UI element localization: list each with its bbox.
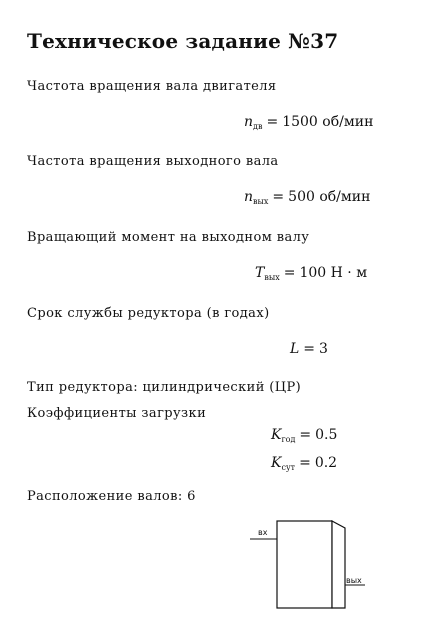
formula-subscript: дв (253, 122, 263, 131)
daily-load-coefficient-formula (271, 455, 337, 472)
input-shaft-label: вх (258, 528, 268, 537)
motor-shaft-speed-label: Частота вращения вала двигателя (27, 79, 277, 94)
shaft-layout-label: Расположение валов: 6 (27, 489, 196, 504)
output-shaft-label: вых (346, 576, 362, 585)
equals-sign: = (283, 265, 296, 281)
output-shaft-speed-formula (244, 189, 370, 206)
formula-value: 3 (319, 341, 328, 357)
annual-load-coefficient-formula (271, 427, 337, 444)
formula-variable: n (244, 114, 254, 130)
formula-subscript: вых (264, 273, 280, 282)
equals-sign: = (266, 114, 279, 130)
service-life-label: Срок службы редуктора (в годах) (27, 306, 270, 321)
reducer-type-label: Тип редуктора: цилиндрический (ЦР) (27, 380, 302, 395)
formula-variable: n (244, 189, 254, 205)
formula-value: 1500 об/мин (282, 114, 374, 130)
motor-shaft-speed-formula (244, 114, 373, 131)
formula-subscript: сут (281, 463, 296, 472)
formula-subscript: год (281, 435, 296, 444)
formula-value: 0.2 (314, 455, 338, 471)
formula-value: 0.5 (315, 427, 338, 443)
formula-value: 500 об/мин (288, 189, 371, 205)
formula-variable: T (255, 265, 265, 281)
reducer-housing-front (277, 521, 332, 608)
document-title: Техническое задание №37 (27, 29, 339, 53)
equals-sign: = (299, 427, 312, 443)
formula-variable: L (290, 341, 300, 357)
shaft-layout-diagram (245, 515, 375, 615)
equals-sign: = (303, 341, 316, 357)
output-torque-formula (255, 265, 367, 282)
output-shaft-speed-label: Частота вращения выходного вала (27, 154, 279, 169)
output-torque-label: Вращающий момент на выходном валу (27, 230, 310, 245)
service-life-formula (290, 341, 328, 357)
formula-variable: K (271, 455, 282, 471)
formula-subscript: вых (253, 197, 269, 206)
equals-sign: = (272, 189, 285, 205)
formula-variable: K (271, 427, 282, 443)
formula-value: 100 Н · м (299, 265, 368, 281)
load-coefficients-label: Коэффициенты загрузки (27, 406, 207, 421)
reducer-housing-side (332, 521, 345, 608)
equals-sign: = (299, 455, 311, 471)
